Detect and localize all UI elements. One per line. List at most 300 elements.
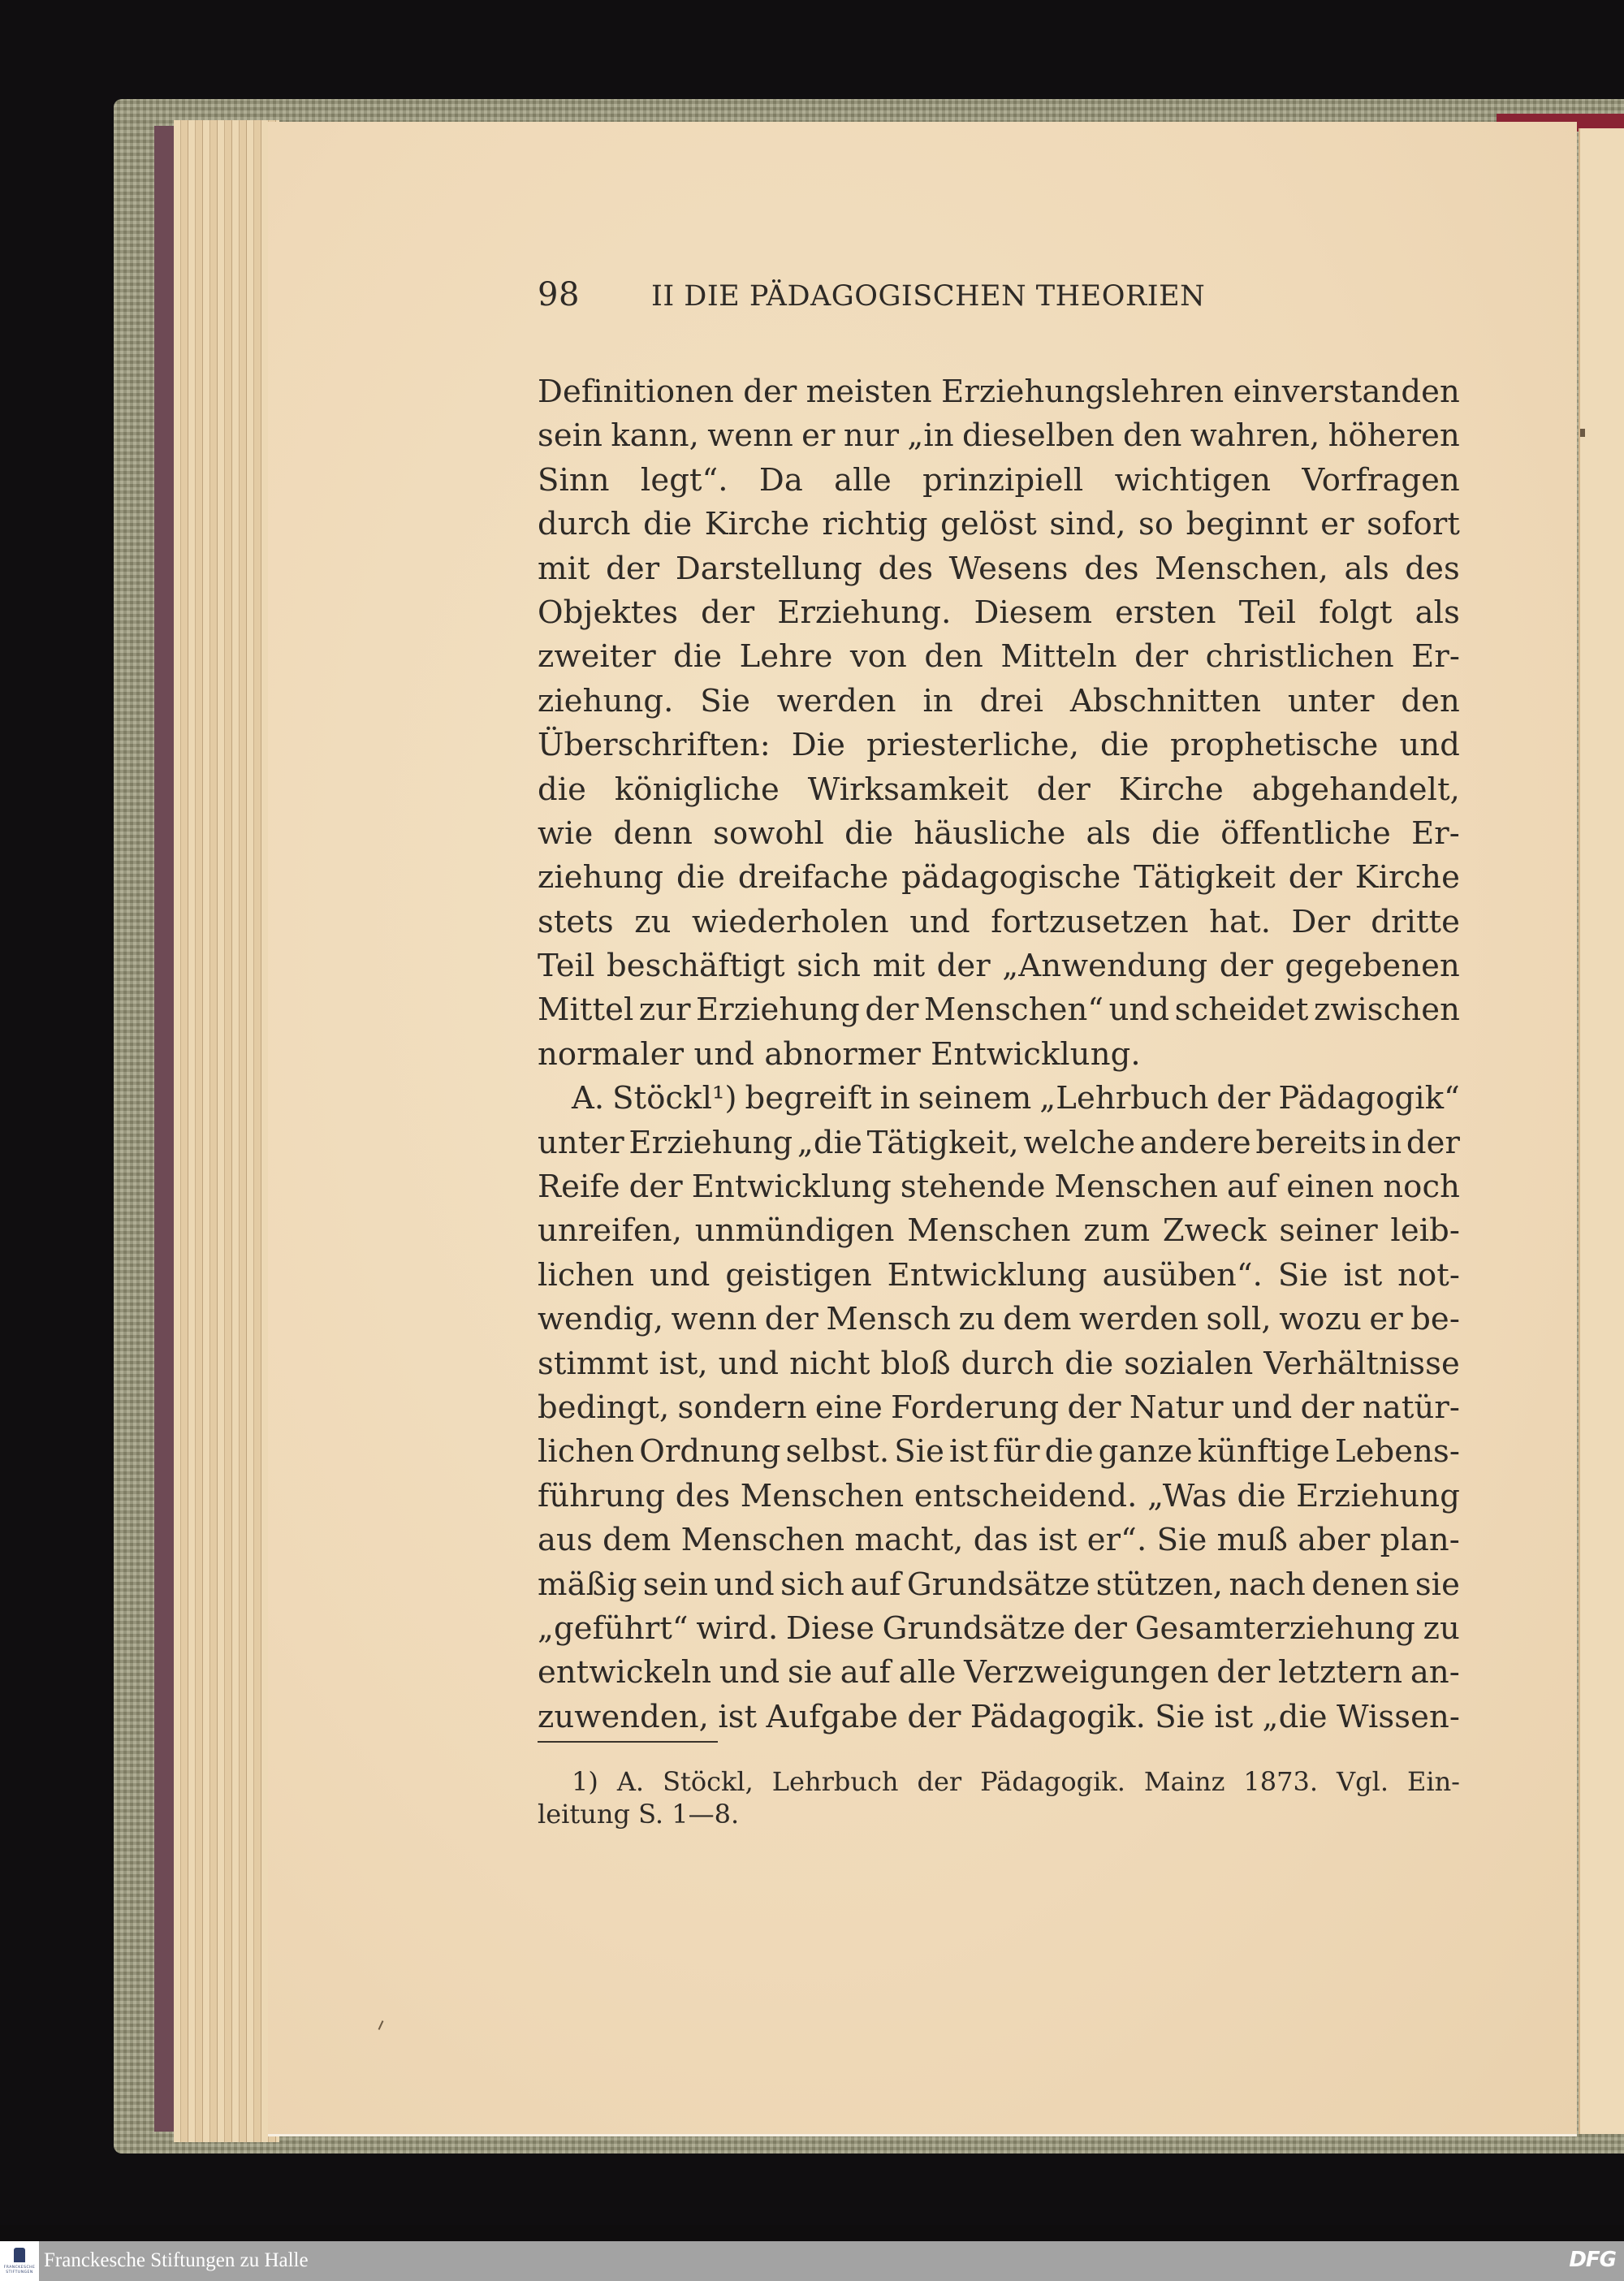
word: Menschen <box>740 1477 905 1514</box>
text-line <box>538 1209 1460 1253</box>
word: legt“. <box>640 461 728 499</box>
word: prinzipiell <box>922 461 1084 499</box>
word: zuwenden, <box>538 1698 709 1735</box>
word: lichen <box>538 1256 635 1294</box>
word: mit <box>872 948 926 985</box>
word: Reife <box>538 1169 620 1206</box>
word: den <box>1401 682 1460 719</box>
logo-text: FRANCKESCHE STIFTUNGEN <box>3 2266 36 2275</box>
word: ist <box>949 1433 988 1471</box>
word: „in <box>907 417 954 455</box>
word: zu <box>634 903 672 940</box>
word: Ordnung <box>639 1433 781 1471</box>
word: als <box>1344 550 1389 587</box>
word: auf <box>1227 1169 1278 1206</box>
word: bedingt, <box>538 1389 670 1426</box>
text-line <box>538 1696 1460 1739</box>
word: A. <box>572 1080 605 1117</box>
word: Sie <box>894 1433 945 1471</box>
word: die <box>1044 1433 1094 1471</box>
word: meisten <box>806 374 932 410</box>
word: Aufgabe <box>766 1698 899 1735</box>
word: zu <box>958 1301 996 1338</box>
word: wiederholen <box>691 903 889 940</box>
word: unmündigen <box>694 1212 895 1250</box>
word: der <box>1300 1389 1354 1426</box>
word: zur <box>638 991 691 1029</box>
word: sowohl <box>713 814 824 852</box>
word: plan- <box>1380 1522 1460 1559</box>
word: Menschen <box>680 1522 845 1559</box>
word: „die <box>1262 1698 1328 1735</box>
word: unreifen, <box>538 1212 683 1250</box>
word: führung <box>538 1477 666 1514</box>
word: der <box>1406 1124 1460 1161</box>
word: drei <box>979 682 1044 719</box>
word: wozu <box>1279 1301 1362 1338</box>
text-line <box>538 1386 1460 1430</box>
footnote-line: leitung S. 1—8. <box>538 1799 740 1830</box>
word: so <box>1138 506 1174 543</box>
word: die <box>1237 1477 1286 1514</box>
text-line <box>538 1298 1460 1341</box>
running-head-title: II DIE PÄDAGOGISCHEN THEORIEN <box>651 280 1206 313</box>
word: höheren <box>1328 417 1460 455</box>
word: er“. <box>1086 1522 1147 1559</box>
word: seiner <box>1279 1212 1378 1250</box>
word: mit <box>538 550 590 587</box>
footer-bar <box>0 2241 1624 2281</box>
word: der <box>743 374 797 410</box>
word: als <box>1415 594 1460 631</box>
word: von <box>849 638 907 676</box>
word: Objektes <box>538 594 679 631</box>
word: Zweck <box>1162 1212 1267 1250</box>
word: und <box>719 1654 780 1691</box>
word: Lehre <box>739 638 833 676</box>
word: dem <box>603 1522 672 1559</box>
page-edges <box>174 120 279 2142</box>
page-speck <box>1580 429 1585 437</box>
word: priesterliche, <box>866 727 1080 764</box>
word: Entwicklung <box>691 1169 892 1206</box>
word: einen <box>1286 1169 1375 1206</box>
word: Mittel <box>538 991 634 1029</box>
word: wenn <box>707 417 793 455</box>
word: be- <box>1410 1301 1460 1338</box>
word: gegebenen <box>1285 948 1460 985</box>
word: stimmt <box>538 1345 649 1382</box>
word: pädagogische <box>901 859 1121 896</box>
word: Da <box>758 461 803 499</box>
word: Stöckl, <box>663 1766 754 1798</box>
word: Pädagogik“ <box>1278 1080 1460 1117</box>
word: alle <box>898 1654 957 1691</box>
word: der <box>1067 1389 1121 1426</box>
word: Teil <box>538 948 595 985</box>
word: wenn <box>671 1301 758 1338</box>
word: sofort <box>1367 506 1460 543</box>
word: des <box>1405 550 1460 587</box>
word: Wesens <box>948 550 1069 587</box>
word: er <box>801 417 836 455</box>
word: auf <box>840 1654 892 1691</box>
word: Erziehung <box>628 1124 793 1161</box>
text-line <box>538 1342 1460 1386</box>
word: wird. <box>696 1609 779 1647</box>
word: und <box>909 903 970 940</box>
logo-figure-icon <box>14 2248 25 2262</box>
word: denn <box>613 814 693 852</box>
footnote-line <box>538 1765 1460 1798</box>
word: stützen, <box>1095 1566 1224 1603</box>
word: Lebens- <box>1334 1433 1460 1471</box>
word: die <box>538 771 587 808</box>
word: unter <box>1287 682 1375 719</box>
word: Überschriften: <box>538 727 771 764</box>
word: ist <box>1343 1256 1383 1294</box>
word: wie <box>538 814 594 852</box>
text-line <box>538 635 1460 679</box>
word: Verzweigungen <box>964 1654 1209 1691</box>
text-line <box>538 856 1460 900</box>
word: „die <box>797 1124 862 1161</box>
word: begreift <box>745 1080 872 1117</box>
word: Diesem <box>974 594 1093 631</box>
word: sind, <box>1049 506 1126 543</box>
word: sie <box>1415 1566 1460 1603</box>
word: Kirche <box>1354 859 1460 896</box>
word: bloß <box>880 1345 951 1382</box>
word: der <box>1134 638 1189 676</box>
word: die <box>673 638 723 676</box>
word: geistigen <box>725 1256 872 1294</box>
word: Sie <box>1277 1256 1328 1294</box>
word: des <box>1084 550 1139 587</box>
word: seinem <box>918 1080 1032 1117</box>
word: aber <box>1298 1522 1371 1559</box>
word: dritte <box>1371 903 1460 940</box>
word: das <box>973 1522 1029 1559</box>
word: leib- <box>1390 1212 1460 1250</box>
word: denen <box>1311 1566 1410 1603</box>
word: zu <box>1423 1609 1460 1647</box>
word: der <box>865 991 919 1029</box>
text-line <box>538 1077 1460 1121</box>
text-line <box>538 1563 1460 1607</box>
word: der <box>1073 1609 1128 1647</box>
word: als <box>1086 814 1131 852</box>
institution-name[interactable]: Franckesche Stiftungen zu Halle <box>44 2249 309 2271</box>
institution-logo[interactable] <box>0 2241 39 2281</box>
word: kann, <box>611 417 699 455</box>
word: der <box>1216 1080 1271 1117</box>
word: natür- <box>1362 1389 1460 1426</box>
word: Menschen <box>907 1212 1071 1250</box>
text-line <box>538 1651 1460 1695</box>
word: wahren, <box>1190 417 1320 455</box>
word: Tätigkeit <box>1134 859 1276 896</box>
word: den <box>924 638 983 676</box>
word: Wirksamkeit <box>807 771 1009 808</box>
word: Kirche <box>1118 771 1224 808</box>
text-line <box>538 547 1460 591</box>
word: Sie <box>700 682 750 719</box>
word: sein <box>642 1566 708 1603</box>
word: muß <box>1216 1522 1288 1559</box>
word: der <box>1288 859 1342 896</box>
word: 1873. <box>1243 1766 1319 1798</box>
word: der <box>1036 771 1091 808</box>
word: stets <box>538 903 614 940</box>
body-text <box>538 370 1460 1739</box>
word: Mainz <box>1143 1766 1225 1798</box>
word: Vorfragen <box>1302 461 1460 499</box>
word: die <box>676 859 726 896</box>
text-line: normaler und abnormer Entwicklung. <box>538 1035 1141 1073</box>
word: entwickeln <box>538 1654 712 1691</box>
word: des <box>878 550 934 587</box>
word: „Anwendung <box>1002 948 1208 985</box>
word: Er- <box>1411 638 1460 676</box>
word: Pädagogik. <box>970 1698 1146 1735</box>
word: ganze <box>1098 1433 1193 1471</box>
word: welche <box>1023 1124 1136 1161</box>
word: sie <box>787 1654 833 1691</box>
word: der <box>936 948 991 985</box>
text-line <box>538 680 1460 724</box>
word: folgt <box>1319 594 1393 631</box>
word: letztern <box>1278 1654 1403 1691</box>
dfg-logo[interactable]: DFG <box>1569 2248 1616 2272</box>
word: ist <box>1214 1698 1254 1735</box>
word: zweiter <box>538 638 656 676</box>
word: und <box>718 1345 780 1382</box>
word: macht, <box>854 1522 964 1559</box>
word: die <box>1100 727 1150 764</box>
text-line <box>538 1121 1460 1165</box>
word: not- <box>1397 1256 1460 1294</box>
text-line <box>538 1165 1460 1209</box>
word: einverstanden <box>1233 374 1460 410</box>
word: dreifache <box>737 859 889 896</box>
text-line <box>538 1430 1460 1474</box>
word: sozialen <box>1124 1345 1254 1382</box>
text-line <box>538 1519 1460 1562</box>
running-head <box>538 276 1460 325</box>
text-line <box>538 724 1460 767</box>
word: Darstellung <box>675 550 863 587</box>
word: der <box>628 1169 683 1206</box>
word: Erziehung <box>696 991 860 1029</box>
word: dieselben <box>961 417 1115 455</box>
word: scheidet <box>1174 991 1309 1029</box>
word: Forderung <box>891 1389 1060 1426</box>
text-line <box>538 459 1460 503</box>
word: werden <box>1079 1301 1199 1338</box>
word: Erziehung <box>1296 1477 1460 1514</box>
text-line <box>538 944 1460 988</box>
word: lichen <box>538 1433 635 1471</box>
word: Entwicklung <box>887 1256 1087 1294</box>
text-line <box>538 503 1460 546</box>
word: durch <box>538 506 631 543</box>
word: Wissen- <box>1336 1698 1460 1735</box>
word: und <box>1108 991 1170 1029</box>
word: auf <box>850 1566 901 1603</box>
word: sich <box>780 1566 844 1603</box>
word: Erziehungslehren <box>941 374 1224 410</box>
word: zwischen <box>1313 991 1460 1029</box>
word: ist, <box>659 1345 708 1382</box>
word: Sie <box>1155 1698 1206 1735</box>
word: an- <box>1410 1654 1460 1691</box>
word: durch <box>961 1345 1055 1382</box>
word: andere <box>1139 1124 1251 1161</box>
word: und <box>1399 727 1460 764</box>
text-line <box>538 768 1460 812</box>
word: Er- <box>1411 814 1460 852</box>
word: die <box>844 814 894 852</box>
word: nur <box>843 417 900 455</box>
facing-page-edge <box>1579 128 1624 2134</box>
word: alle <box>834 461 892 499</box>
text-line <box>538 988 1460 1032</box>
text-line <box>538 1607 1460 1651</box>
word: nach <box>1229 1566 1306 1603</box>
word: ersten <box>1115 594 1216 631</box>
word: der <box>907 1698 961 1735</box>
word: Lehrbuch <box>771 1766 899 1798</box>
word: werden <box>776 682 896 719</box>
word: sein <box>538 417 603 455</box>
word: eine <box>814 1389 883 1426</box>
word: die <box>643 506 693 543</box>
word: und <box>650 1256 710 1294</box>
word: Tätigkeit, <box>866 1124 1019 1161</box>
word: 1) <box>572 1766 598 1798</box>
text-line <box>538 414 1460 458</box>
word: wendig, <box>538 1301 664 1338</box>
footnote <box>538 1765 1460 1830</box>
word: der <box>606 550 660 587</box>
word: A. <box>616 1766 645 1798</box>
word: Menschen <box>1054 1169 1219 1206</box>
word: Natur <box>1129 1389 1224 1426</box>
word: Sie <box>1156 1522 1207 1559</box>
word: beginnt <box>1186 506 1308 543</box>
word: Verhältnisse <box>1263 1345 1460 1382</box>
word: die <box>1151 814 1201 852</box>
word: ziehung. <box>538 682 674 719</box>
word: entscheidend. <box>914 1477 1138 1514</box>
word: gelöst <box>940 506 1037 543</box>
word: soll, <box>1206 1301 1272 1338</box>
word: „Lehrbuch <box>1039 1080 1209 1117</box>
word: Stöckl¹) <box>612 1080 737 1117</box>
word: häusliche <box>914 814 1066 852</box>
word: beschäftigt <box>607 948 785 985</box>
word: in <box>1371 1124 1402 1161</box>
word: der <box>917 1766 962 1798</box>
word: nicht <box>789 1345 870 1382</box>
word: der <box>764 1301 818 1338</box>
word: ist <box>1038 1522 1078 1559</box>
word: öffentliche <box>1220 814 1391 852</box>
page-content <box>538 276 1460 1830</box>
text-line <box>538 1475 1460 1519</box>
word: ist <box>718 1698 758 1735</box>
word: mäßig <box>538 1566 637 1603</box>
endpaper-band <box>154 126 174 2132</box>
word: „geführt“ <box>538 1609 689 1647</box>
word: „Was <box>1147 1477 1227 1514</box>
word: ausüben“. <box>1102 1256 1263 1294</box>
word: sich <box>797 948 862 985</box>
word: selbst. <box>785 1433 890 1471</box>
text-line <box>538 370 1460 414</box>
word: und <box>714 1566 775 1603</box>
word: er <box>1369 1301 1403 1338</box>
word: Definitionen <box>538 374 734 410</box>
word: Vgl. <box>1337 1766 1389 1798</box>
footnote-rule <box>538 1741 718 1743</box>
word: Menschen“ <box>923 991 1104 1029</box>
word: richtig <box>822 506 928 543</box>
word: noch <box>1383 1169 1460 1206</box>
page-number: 98 <box>538 276 580 313</box>
word: Ein- <box>1406 1766 1460 1798</box>
word: Erziehung. <box>777 594 952 631</box>
word: christlichen <box>1205 638 1394 676</box>
word: in <box>879 1080 910 1117</box>
word: hat. <box>1209 903 1272 940</box>
word: in <box>922 682 953 719</box>
word: der <box>1216 1654 1271 1691</box>
word: Kirche <box>704 506 810 543</box>
word: er <box>1320 506 1354 543</box>
word: unter <box>538 1124 624 1161</box>
word: des <box>675 1477 731 1514</box>
word: abgehandelt, <box>1251 771 1460 808</box>
word: Teil <box>1238 594 1297 631</box>
word: Gesamterziehung <box>1134 1609 1416 1647</box>
word: Die <box>791 727 846 764</box>
word: Mensch <box>826 1301 952 1338</box>
text-line <box>538 812 1460 856</box>
word: Pädagogik. <box>980 1766 1125 1798</box>
word: Grundsätze <box>882 1609 1066 1647</box>
word: Grundsätze <box>906 1566 1091 1603</box>
word: dem <box>1003 1301 1072 1338</box>
word: prophetische <box>1170 727 1379 764</box>
word: und <box>1231 1389 1293 1426</box>
word: Der <box>1291 903 1350 940</box>
word: ziehung <box>538 859 664 896</box>
word: wichtigen <box>1114 461 1272 499</box>
word: die <box>1065 1345 1114 1382</box>
word: stehende <box>900 1169 1046 1206</box>
text-line <box>538 901 1460 944</box>
text-line <box>538 591 1460 635</box>
word: für <box>992 1433 1040 1471</box>
word: Menschen, <box>1155 550 1328 587</box>
word: fortzusetzen <box>991 903 1189 940</box>
word: der <box>1219 948 1273 985</box>
word: Diese <box>786 1609 875 1647</box>
word: den <box>1122 417 1182 455</box>
word: königliche <box>614 771 780 808</box>
